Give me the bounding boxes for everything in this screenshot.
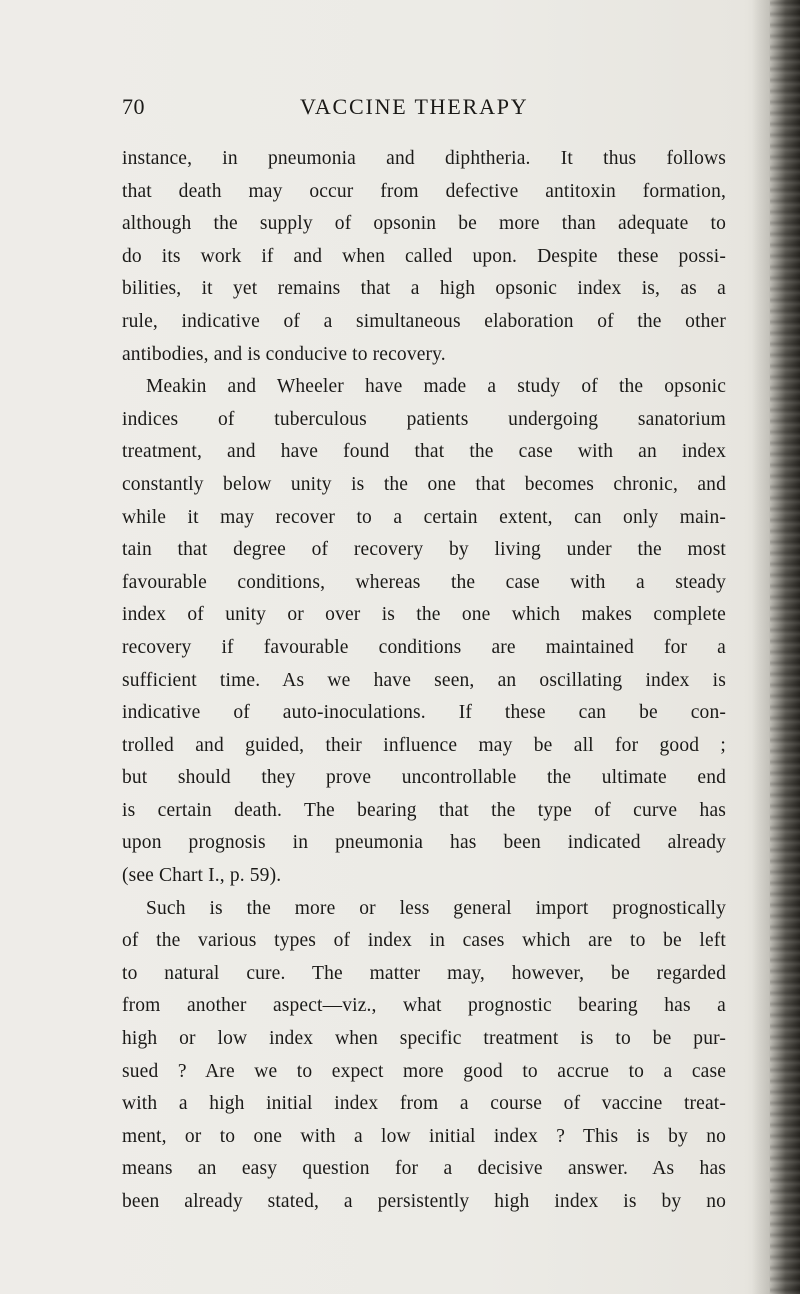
- text-line: that death may occur from defective antitoxin formation,: [122, 180, 726, 202]
- text-line: sued ? Are we to expect more good to accrue to a case: [122, 1060, 726, 1082]
- text-line: but should they prove uncontrollable the ultimate end: [122, 767, 726, 789]
- text-line: of the various types of index in cases which are to be left: [122, 930, 726, 952]
- text-line: bilities, it yet remains that a high opsonic index is, as a: [122, 278, 726, 300]
- text-line: do its work if and when called upon. Despite these possi-: [122, 245, 726, 267]
- text-line: sufficient time. As we have seen, an oscillating index is: [122, 669, 726, 691]
- text-line: to natural cure. The matter may, however, be regarded: [122, 962, 726, 984]
- text-line: trolled and guided, their influence may be all for good ;: [122, 734, 726, 756]
- text-line: constantly below unity is the one that becomes chronic, and: [122, 473, 726, 495]
- text-line: from another aspect—viz., what prognostic bearing has a: [122, 995, 726, 1017]
- text-line: while it may recover to a certain extent, can only main-: [122, 506, 726, 528]
- page-header: [122, 94, 734, 128]
- text-line: recovery if favourable conditions are maintained for a: [122, 636, 726, 658]
- text-line: Meakin and Wheeler have made a study of the opsonic: [146, 376, 726, 398]
- text-line: favourable conditions, whereas the case with a steady: [122, 571, 726, 593]
- text-line: means an easy question for a decisive answer. As has: [122, 1158, 726, 1180]
- page-number: 70: [122, 94, 145, 119]
- page-edge-texture: [770, 0, 800, 1294]
- running-head: VACCINE THERAPY: [300, 94, 529, 119]
- text-line: instance, in pneumonia and diphtheria. It thus follows: [122, 148, 726, 169]
- text-line: ment, or to one with a low initial index ? This is by no: [122, 1125, 726, 1147]
- text-line: rule, indicative of a simultaneous elaboration of the other: [122, 310, 726, 332]
- text-line: treatment, and have found that the case with an index: [122, 441, 726, 463]
- text-line: high or low index when specific treatment is to be pur-: [122, 1028, 726, 1050]
- text-line: indices of tuberculous patients undergoing sanatorium: [122, 408, 726, 430]
- text-line: indicative of auto-inoculations. If these can be con-: [122, 702, 726, 724]
- text-line: Such is the more or less general import prognostically: [146, 897, 726, 919]
- body-text: [122, 143, 726, 1219]
- text-line: although the supply of opsonin be more than adequate to: [122, 213, 726, 235]
- text-line: been already stated, a persistently high index is by no: [122, 1191, 726, 1212]
- text-line: antibodies, and is conducive to recovery.: [122, 343, 446, 365]
- text-line: (see Chart I., p. 59).: [122, 865, 282, 887]
- text-line: upon prognosis in pneumonia has been indicated already: [122, 832, 726, 854]
- text-line: with a high initial index from a course of vaccine treat-: [122, 1093, 726, 1115]
- text-line: index of unity or over is the one which makes complete: [122, 604, 726, 626]
- text-line: is certain death. The bearing that the type of curve has: [122, 799, 726, 821]
- text-line: tain that degree of recovery by living under the most: [122, 539, 726, 561]
